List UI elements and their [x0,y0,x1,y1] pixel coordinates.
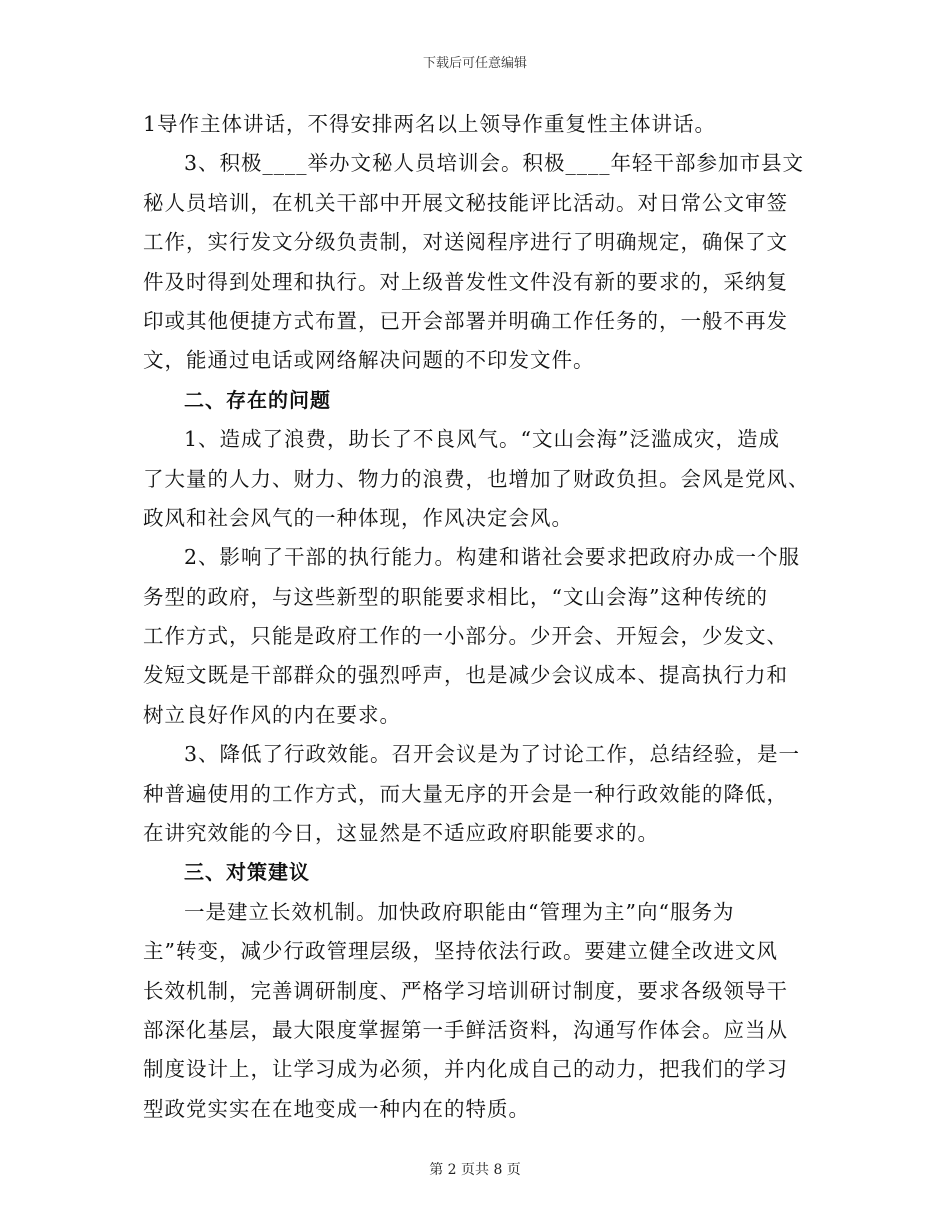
text-line: 政风和社会风气的一种体现，作风决定会风。 [143,505,573,530]
section-heading-suggestions: 三、对策建议 [184,860,310,885]
text-line: 1导作主体讲话，不得安排两名以上领导作重复性主体讲话。 [143,112,717,136]
paragraph-start-line: 一是建立长效机制。加快政府职能由“管理为主”向“服务为 [184,899,735,924]
text-line: 工作，实行发文分级负责制，对送阅程序进行了明确规定，确保了文 [143,230,788,255]
section-heading-problems: 二、存在的问题 [184,387,331,412]
text-line: 制度设计上，让学习成为必须，并内化成自己的动力，把我们的学习 [143,1057,788,1082]
text-line: 种普遍使用的工作方式，而大量无序的开会是一种行政效能的降低， [143,781,788,806]
paragraph-start-line: 3、降低了行政效能。召开会议是为了讨论工作，总结经验，是一 [184,742,801,767]
text-line: 工作方式，只能是政府工作的一小部分。少开会、开短会，少发文、 [143,624,788,649]
text-line: 在讲究效能的今日，这显然是不适应政府职能要求的。 [143,821,659,846]
text-line: 树立良好作风的内在要求。 [143,702,401,727]
text-line: 件及时得到处理和执行。对上级普发性文件没有新的要求的，采纳复 [143,269,788,294]
page-footer: 第 2 页共 8 页 [429,1162,521,1178]
text-line: 部深化基层，最大限度掌握第一手鲜活资料，沟通写作体会。应当从 [143,1017,788,1042]
paragraph-start-line: 2、影响了干部的执行能力。构建和谐社会要求把政府办成一个服 [184,545,801,570]
text-line: 长效机制，完善调研制度、严格学习培训研讨制度，要求各级领导干 [143,978,788,1003]
text-line: 文，能通过电话或网络解决问题的不印发文件。 [143,348,595,373]
page-header: 下载后可任意编辑 [422,56,527,71]
text-line: 了大量的人力、财力、物力的浪费，也增加了财政负担。会风是党风、 [143,466,810,491]
text-line: 秘人员培训，在机关干部中开展文秘技能评比活动。对日常公文审签 [143,190,788,215]
text-line: 型政党实实在在地变成一种内在的特质。 [143,1096,530,1121]
document-body [143,105,813,1129]
paragraph-start-line: 1、造成了浪费，助长了不良风气。“文山会海”泛滥成灾，造成 [184,427,781,452]
text-line: 发短文既是干部群众的强烈呼声，也是减少会议成本、提高执行力和 [143,663,788,688]
text-line: 务型的政府，与这些新型的职能要求相比，“文山会海”这种传统的 [143,584,768,609]
text-line: 主”转变，减少行政管理层级，坚持依法行政。要建立健全改进文风 [143,939,778,964]
text-line: 印或其他便捷方式布置，已开会部署并明确工作任务的，一般不再发 [143,308,788,333]
paragraph-start-line: 3、积极____举办文秘人员培训会。积极____年轻干部参加市县文 [184,151,805,176]
